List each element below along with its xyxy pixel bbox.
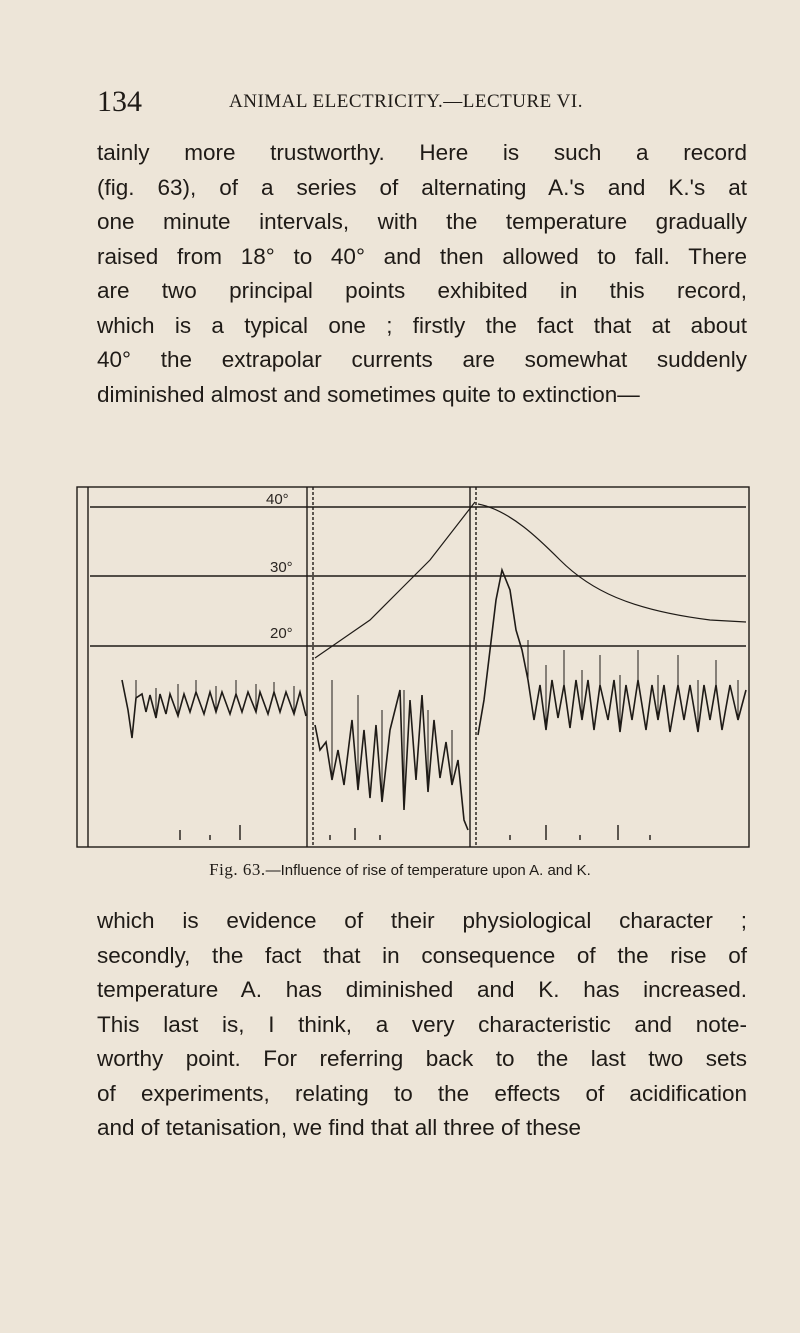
record-trace-panel-2 — [315, 690, 468, 830]
temperature-fall-curve — [478, 504, 746, 622]
text-line: diminished almost and sometimes quite to extinction— — [97, 381, 640, 407]
paragraph-2 — [97, 904, 747, 1146]
text-line: which is a typical one ; firstly the fact that at about — [97, 312, 747, 338]
text-line: 40° the extrapolar currents are somewhat suddenly — [97, 347, 747, 372]
figure-63-temperature-record — [70, 480, 760, 852]
text-line: raised from 18° to 40° and then allowed to fall. There — [97, 243, 747, 269]
temperature-rise-curve — [315, 502, 475, 658]
running-head-title: ANIMAL ELECTRICITY.—LECTURE VI. — [229, 91, 583, 112]
text-line: temperature A. has diminished and K. has increased. — [97, 977, 747, 1002]
record-ticks-panel-2 — [332, 680, 452, 810]
galvanometer-record-drawing — [70, 480, 760, 852]
figure-caption — [0, 860, 800, 880]
paragraph-1 — [97, 136, 747, 412]
record-trace-panel-1 — [122, 680, 306, 738]
label-20-degrees: 20° — [270, 625, 293, 642]
running-head — [97, 84, 737, 124]
text-line: This last is, I think, a very characteristic and note- — [97, 1011, 747, 1037]
text-line: worthy point. For referring back to the last two sets — [97, 1046, 747, 1071]
label-30-degrees: 30° — [270, 559, 293, 576]
page-number: 134 — [97, 85, 142, 118]
text-line: tainly more trustworthy. Here is such a record — [97, 140, 747, 165]
text-line: are two principal points exhibited in this record, — [97, 278, 747, 303]
text-line: secondly, the fact that in consequence of the rise of — [97, 942, 747, 968]
figure-number: Fig. 63. — [209, 860, 266, 879]
text-line: (fig. 63), of a series of alternating A.'s and K.'s at — [97, 174, 747, 200]
figure-frame — [77, 487, 749, 847]
figure-caption-text: —Influence of rise of temperature upon A. and K. — [265, 862, 591, 879]
label-40-degrees: 40° — [266, 491, 289, 508]
text-line: which is evidence of their physiological character ; — [97, 908, 747, 933]
text-line: and of tetanisation, we find that all three of these — [97, 1115, 582, 1140]
time-markers — [180, 825, 650, 840]
text-line: one minute intervals, with the temperature gradually — [97, 209, 747, 234]
text-line: of experiments, relating to the effects of acidification — [97, 1080, 747, 1106]
record-trace-panel-3 — [478, 570, 746, 735]
